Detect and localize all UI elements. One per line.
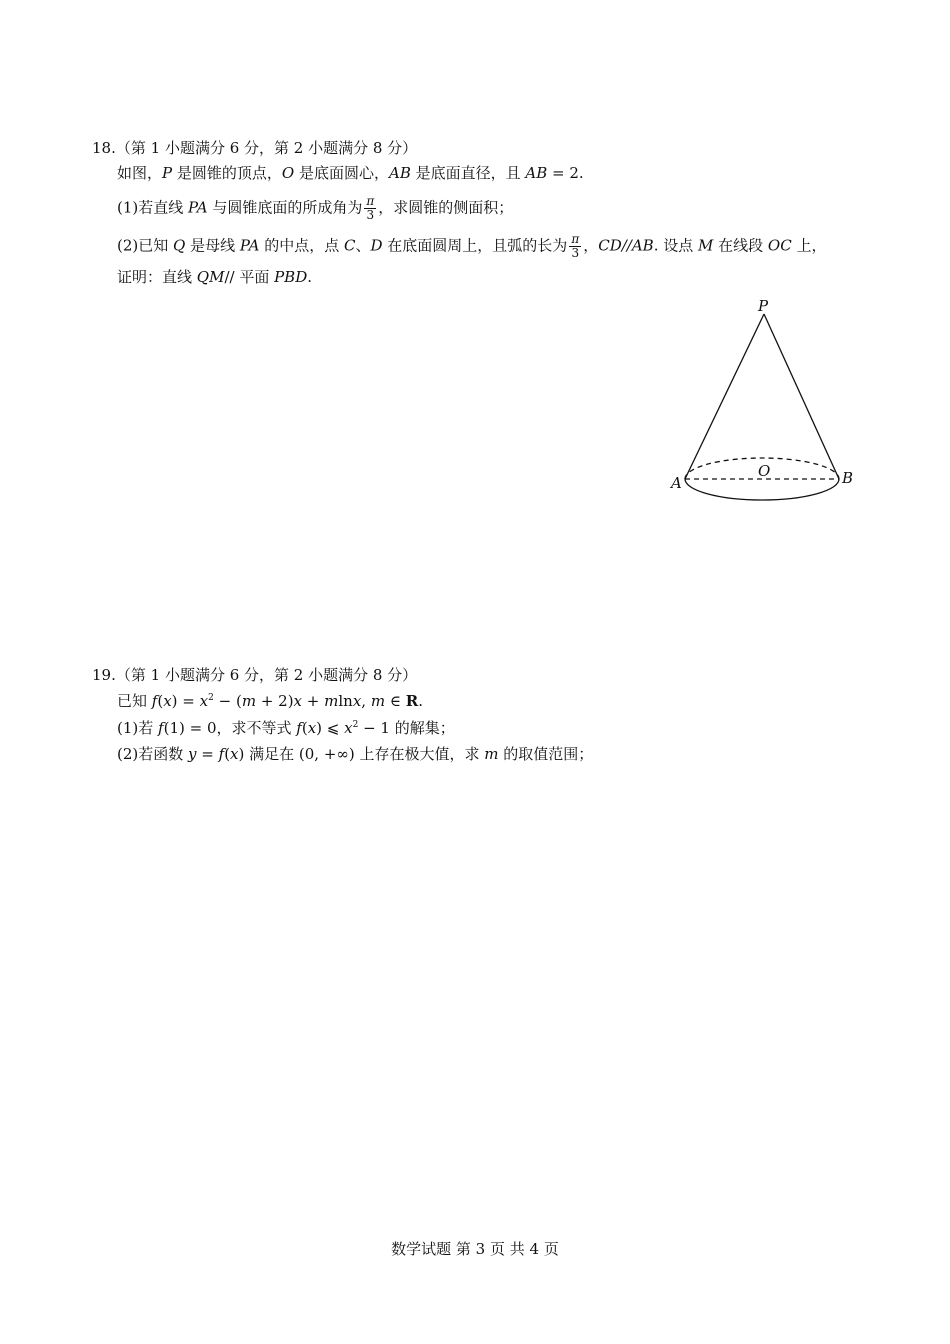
q19-part1: (1)若 f(1) = 0，求不等式 f(x) ⩽ $x^2 - 1$ 的解集；: [117, 719, 455, 737]
q18-stem: 如图，P 是圆锥的顶点，O 是底面圆心，AB 是底面直径，且 AB = 2.: [117, 164, 584, 182]
q18-part1: (1)若直线 PA 与圆锥底面的所成角为 $\frac{\pi}{3}$ ，求圆锥的侧面积；: [117, 194, 514, 222]
q18-number: 18.: [92, 139, 116, 157]
page-footer: 数学试题 第 3 页 共 4 页: [391, 1240, 559, 1258]
q18-header: [92, 138, 417, 158]
q18-part2-line2: 证明：直线 QM// 平面 PBD.: [117, 268, 313, 286]
label-A: A: [671, 474, 682, 492]
label-O: O: [758, 462, 771, 480]
q18-part2: (2)已知 Q 是母线 PA 的中点，点 C、D 在底面圆周上，且弧的长为 $\frac{\pi}{3}$ ，CD//AB. 设点 M 在线段 OC 上，: [117, 232, 827, 260]
q18-points: （第 1 小题满分 6 分，第 2 小题满分 8 分）: [115, 139, 418, 157]
base-front-arc: [685, 479, 839, 500]
q19-part2: (2)若函数 y = f(x) 满足在 (0, +∞) 上存在极大值，求 m 的取值范围；: [117, 745, 594, 763]
label-P: P: [758, 297, 769, 315]
q19-stem: 已知 $f(x) = x^2 - (m + 2)x + mlnx$, m ∈ R.: [117, 692, 423, 710]
generatrix-PB: [764, 314, 839, 479]
label-B: B: [842, 469, 854, 487]
cone-figure: [660, 292, 870, 512]
fraction-pi-over-3: $\frac{\pi}{3}$: [571, 232, 580, 260]
q19-points: （第 1 小题满分 6 分，第 2 小题满分 8 分）: [115, 666, 418, 684]
q19-number: 19.: [92, 666, 116, 684]
generatrix-PA: [685, 314, 764, 479]
q19-header: [92, 665, 417, 685]
fraction-pi-over-3: $\frac{\pi}{3}$: [366, 194, 375, 222]
